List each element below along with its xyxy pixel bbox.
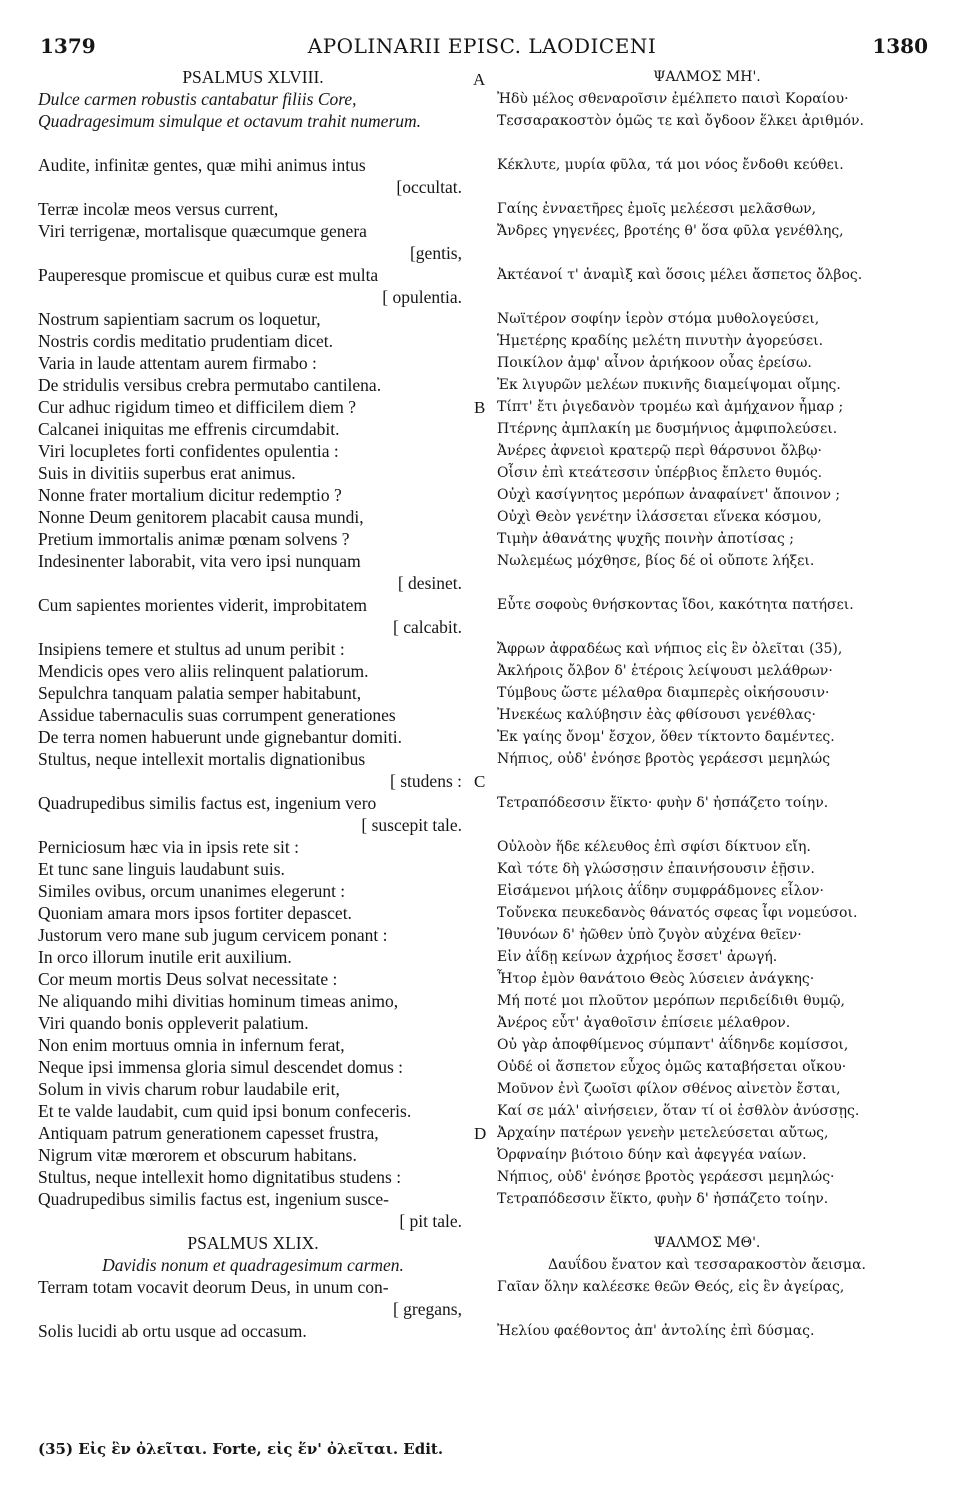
text-line: Ἀρχαίην πατέρων γενεὴν μετελεύσεται αὔτως,	[497, 1125, 829, 1141]
text-line: Ἠδὺ μέλος σθεναροῖσιν ἐμέλπετο παισὶ Κοραίου·	[497, 91, 849, 107]
text-line: Nonne frater mortalium dicitur redemptio ?	[38, 485, 342, 505]
text-line: Indesinenter laborabit, vita vero ipsi nunquam	[38, 551, 361, 571]
text-line: Calcanei iniquitas me effrenis circumdabit.	[38, 419, 340, 439]
text-line: Nigrum vitæ mœrorem et obscurum habitans.	[38, 1145, 357, 1165]
text-line: Solum in vivis charum robur laudabile erit,	[38, 1079, 340, 1099]
text-line: Εἰν ἀΐδῃ κείνων ἀχρήιος ἔσσετ' ἀρωγή.	[497, 949, 778, 965]
text-line: Stultus, neque intellexit mortalis dignationibus	[38, 749, 366, 769]
text-line: [ calcabit.	[393, 617, 462, 637]
text-line: Ὀρφναίην βιότοιο δύην καὶ ἀφεγγέα ναίων.	[497, 1147, 807, 1163]
text-line: Justorum vero mane sub jugum cervicem ponant :	[38, 925, 388, 945]
text-line: Οὐχὶ κασίγνητος μερόπων ἀναφαίνετ' ἄποινον ;	[497, 487, 841, 503]
text-line: Ἄνδρες γηγενέες, βροτέης θ' ὅσα φῦλα γενέθλης,	[497, 223, 844, 239]
text-line: Νωϊτέρον σοφίην ἱερὸν στόμα μυθολογεύσει,	[497, 311, 820, 327]
text-line: Assidue tabernaculis suas corrumpent generationes	[38, 705, 396, 725]
text-line: PSALMUS XLIX.	[187, 1233, 319, 1253]
page-header	[0, 34, 964, 64]
text-line: Ne aliquando mihi divitias hominum timeas animo,	[38, 991, 399, 1011]
text-line: [gentis,	[409, 243, 462, 263]
text-line: Ἡμετέρης κραδίης μελέτη πινυτὴν ἀγορεύσει.	[497, 333, 824, 349]
text-line: Mendicis opes vero aliis relinquent palatiorum.	[38, 661, 369, 681]
text-line: In orco illorum inutile erit auxilium.	[38, 947, 292, 967]
text-line: [occultat.	[396, 177, 462, 197]
text-line: Quadragesimum simulque et octavum trahit numerum.	[38, 111, 422, 131]
text-line: Terram totam vocavit deorum Deus, in unum con-	[38, 1277, 389, 1297]
text-line: Pretium immortalis animæ pœnam solvens ?	[38, 529, 350, 549]
text-line: Εἰσάμενοι μήλοις ἀΐδην συμφράδμονες εἷλον·	[497, 883, 824, 899]
text-line: Quadrupedibus similis factus est, ingenium vero	[38, 793, 377, 813]
text-line: Νήπιος, οὐδ' ἐνόησε βροτὸς γεράεσσι μεμηλώς·	[497, 1169, 835, 1185]
footnote: (35) Εἰς ἓν ὀλεῖται. Forte, εἰς ἕν' ὀλεῖται. Edit.	[38, 1440, 444, 1458]
text-line: Ἠελίου φαέθοντος ἀπ' ἀντολίης ἐπὶ δύσμας.	[497, 1323, 815, 1339]
text-line	[497, 770, 917, 792]
text-line	[497, 572, 917, 594]
text-line: Νωλεμέως μόχθησε, βίος δέ οἱ οὔποτε λήξει.	[497, 553, 815, 569]
text-line: Ἐκ λιγυρῶν μελέων πυκινῆς διαμείψομαι οἴμης.	[497, 377, 841, 393]
text-line: Nostrum sapientiam sacrum os loquetur,	[38, 309, 321, 329]
text-line: Ἀκτέανοί τ' ἀναμὶξ καὶ ὅσοις μέλει ἄσπετος ὄλβος.	[497, 267, 863, 283]
text-line: Ἠνεκέως καλύβησιν ἑὰς φθίσουσι γενέθλας·	[497, 707, 816, 723]
text-line: Ἐκ γαίης ὄνομ' ἔσχον, ὅθεν τίκτοντο δαμέντες.	[497, 729, 835, 745]
text-line: Τίπτ' ἔτι ῥιγεδανὸν τρομέω καὶ ἀμήχανον ἦμαρ ;	[497, 399, 844, 415]
text-line: ΨΑΛΜΟΣ ΜΘ'.	[653, 1235, 761, 1251]
text-line: [ suscepit tale.	[361, 815, 462, 835]
text-line: Antiquam patrum generationem capesset frustra,	[38, 1123, 379, 1143]
text-line: Καί σε μάλ' αἰνήσειεν, ὅταν τί οἱ ἐσθλὸν ἀνύσσῃς.	[497, 1103, 860, 1119]
section-marker-a: A	[473, 70, 486, 89]
text-line: Viri locupletes forti confidentes opulentia :	[38, 441, 339, 461]
text-line: De stridulis versibus crebra permutabo cantilena.	[38, 375, 382, 395]
text-line: Ποικίλον ἀμφ' αἶνον ἀριήκοον οὖας ἐρείσω.	[497, 355, 812, 371]
text-line: Neque ipsi immensa gloria simul descendet domus :	[38, 1057, 404, 1077]
text-line: Viri quando bonis oppleverit palatium.	[38, 1013, 309, 1033]
text-line: Ἀνέρες ἀφνειοὶ κρατερῷ περὶ θάρσυνοι ὄλβῳ·	[497, 443, 823, 459]
text-line: Ἀνέρος εὖτ' ἀγαθοῖσιν ἐπίσειε μέλαθρον.	[497, 1015, 791, 1031]
section-marker-d: D	[474, 1124, 487, 1143]
text-line: [ desinet.	[397, 573, 462, 593]
text-line: [ pit tale.	[399, 1211, 462, 1231]
text-line: Τεσσαρακοστὸν ὁμῶς τε καὶ ὄγδοον ἕλκει ἀριθμόν.	[497, 113, 865, 129]
section-marker-c: C	[474, 772, 486, 791]
text-line: Πτέρνης ἀμπλακίη με δυσμήνιος ἀμφιπολεύσει.	[497, 421, 838, 437]
text-line: Τετραπόδεσσιν ἔϊκτο, φυὴν δ' ἠσπάζετο τοίην.	[497, 1191, 829, 1207]
text-line: Τοὔνεκα πευκεδανὸς θάνατός σφεας ἶφι νομεύσοι.	[497, 905, 858, 921]
text-line: Δαυΐδου ἔνατον καὶ τεσσαρακοστὸν ἄεισμα.	[547, 1257, 866, 1273]
text-line: Pauperesque promiscue et quibus curæ est multa	[38, 265, 379, 285]
text-line: Terræ incolæ meos versus current,	[38, 199, 279, 219]
text-line: Οὐδέ οἱ ἄσπετον εὖχος ὁμῶς καταβήσεται οἴκου·	[497, 1059, 847, 1075]
text-line: Davidis nonum et quadragesimum carmen.	[102, 1255, 404, 1275]
text-line: Nostris cordis meditatio prudentiam dicet.	[38, 331, 334, 351]
text-line: Μή ποτέ μοι πλοῦτον μερόπων περιδείδιθι θυμῷ,	[497, 993, 845, 1009]
text-line: Sepulchra tanquam palatia semper habitabunt,	[38, 683, 362, 703]
text-line: [ gregans,	[392, 1299, 462, 1319]
text-line: Κέκλυτε, μυρία φῦλα, τά μοι νόος ἔνδοθι κεύθει.	[497, 157, 844, 173]
text-line	[497, 176, 917, 198]
text-line: Οἷσιν ἐπὶ κτεάτεσσιν ὑπέρβιος ἔπλετο θυμός.	[497, 465, 823, 481]
text-line: Similes ovibus, orcum unanimes elegerunt :	[38, 881, 346, 901]
text-line: Οὐ γὰρ ἀποφθίμενος σύμπαντ' ἀΐδηνδε κομίσσοι,	[497, 1037, 849, 1053]
page-number-left: 1379	[40, 34, 96, 58]
text-line: Perniciosum hæc via in ipsis rete sit :	[38, 837, 300, 857]
text-line	[497, 132, 917, 154]
text-line: Γαίης ἐνναετῆρες ἐμοῖς μελέεσσι μελᾶσθων,	[497, 201, 817, 217]
text-line: Γαῖαν ὅλην καλέεσκε θεῶν Θεός, εἰς ἓν ἀγείρας,	[497, 1279, 845, 1295]
greek-column	[497, 66, 917, 1342]
text-line: Audite, infinitæ gentes, quæ mihi animus intus	[38, 155, 366, 175]
text-line	[497, 814, 917, 836]
text-line: Ἰθυνόων δ' ἠῶθεν ὑπὸ ζυγὸν αὐχένα θεῖεν·	[497, 927, 802, 943]
text-line: Stultus, neque intellexit homo dignitatibus studens :	[38, 1167, 402, 1187]
text-line: ΨΑΛΜΟΣ ΜΗ'.	[653, 69, 761, 85]
text-line	[38, 132, 468, 154]
text-line: Et te valde laudabit, cum quid ipsi bonum confeceris.	[38, 1101, 412, 1121]
text-line: Καὶ τότε δὴ γλώσσῃσιν ἐπαινήσουσιν ἑῇσιν.	[497, 861, 815, 877]
text-line: Ἀκλήροις ὄλβον δ' ἑτέροις λείψουσι μελάθρων·	[497, 663, 833, 679]
text-line: Et tunc sane linguis laudabunt suis.	[38, 859, 285, 879]
text-line: PSALMUS XLVIII.	[182, 67, 324, 87]
text-line: Quadrupedibus similis factus est, ingenium susce-	[38, 1189, 389, 1209]
text-line	[497, 1298, 917, 1320]
text-line: Insipiens temere et stultus ad unum peribit :	[38, 639, 345, 659]
text-line: Τύμβους ὥστε μέλαθρα διαμπερὲς οἰκήσουσιν·	[497, 685, 830, 701]
text-line: Suis in divitiis superbus erat animus.	[38, 463, 296, 483]
section-marker-b: B	[474, 398, 486, 417]
text-line: Τιμὴν ἀθανάτης ψυχῆς ποινὴν ἀποτίσας ;	[497, 531, 794, 547]
text-line	[497, 616, 917, 638]
text-line: De terra nomen habuerunt unde gignebantur domiti.	[38, 727, 402, 747]
text-line	[497, 286, 917, 308]
text-line: Οὐχὶ Θεὸν γενέτην ἱλάσσεται εἵνεκα κόσμου,	[497, 509, 822, 525]
text-line: Ἄφρων ἀφραδέως καὶ νήπιος εἰς ἓν ὀλεῖται (35),	[497, 641, 843, 657]
page-number-right: 1380	[872, 34, 928, 58]
text-line: [ opulentia.	[382, 287, 462, 307]
text-line	[497, 242, 917, 264]
latin-column	[38, 66, 468, 1342]
text-line: Ἦτορ ἐμὸν θανάτοιο Θεὸς λύσειεν ἀνάγκης·	[497, 971, 815, 987]
text-line: Nonne Deum genitorem placabit causa mundi,	[38, 507, 364, 527]
text-line	[497, 1210, 917, 1232]
text-line: Non enim mortuus omnia in infernum ferat,	[38, 1035, 345, 1055]
text-line: [ studens :	[390, 771, 462, 791]
text-line: Μοῦνον ἐνὶ ζωοῖσι φίλον σθένος αἰνετὸν ἔσται,	[497, 1081, 841, 1097]
text-line: Varia in laude attentam aurem firmabo :	[38, 353, 317, 373]
text-line: Εὖτε σοφοὺς θνήσκοντας ἴδοι, κακότητα πατήσει.	[497, 597, 854, 613]
text-line: Viri terrigenæ, mortalisque quæcumque genera	[38, 221, 367, 241]
text-line: Νήπιος, οὐδ' ἐνόησε βροτὸς γεράεσσι μεμηλώς	[497, 751, 831, 767]
text-line: Solis lucidi ab ortu usque ad occasum.	[38, 1321, 307, 1341]
text-line: Cor meum mortis Deus solvat necessitate :	[38, 969, 338, 989]
text-line: Cum sapientes morientes viderit, improbitatem	[38, 595, 368, 615]
text-line: Cur adhuc rigidum timeo et difficilem diem ?	[38, 397, 356, 417]
text-line: Quoniam amara mors ipsos fortiter depascet.	[38, 903, 352, 923]
text-line: Dulce carmen robustis cantabatur filiis Core,	[38, 89, 357, 109]
running-title: APOLINARII EPISC. LAODICENI	[307, 34, 657, 58]
text-line: Οὐλοὸν ἥδε κέλευθος ἐπὶ σφίσι δίκτυον εἴη.	[497, 839, 811, 855]
text-line: Τετραπόδεσσιν ἔϊκτο· φυὴν δ' ἠσπάζετο τοίην.	[497, 795, 829, 811]
